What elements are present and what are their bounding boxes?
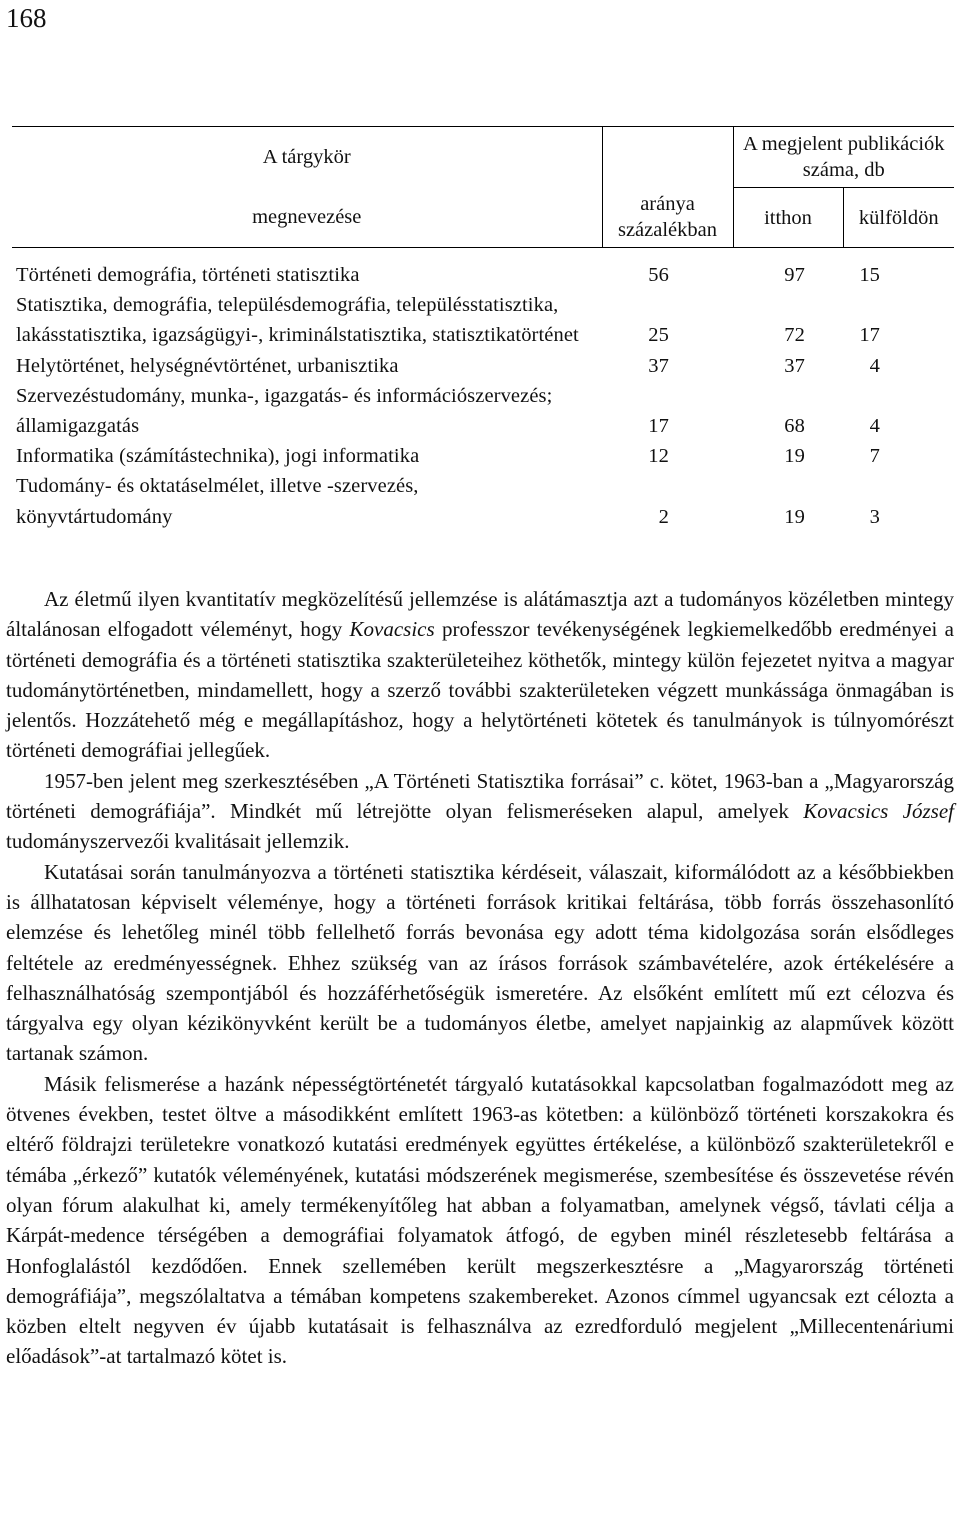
- abroad-value: 4: [869, 354, 881, 377]
- paragraph-text: 1957-ben jelent meg szerkesztésében „A Történeti Statisztika forrásai” c. kötet, 1963-ban a „Magyarország történeti demográfiája”. Mindkét mű létrejötte olyan felismeréseken alapul, amelyek: [6, 768, 954, 824]
- paragraph-text: tudományszervezői kvalitásait jellemzik.: [6, 829, 350, 854]
- domestic-value: 97: [784, 264, 805, 286]
- body-text: [6, 584, 954, 1372]
- topic-name: Statisztika, demográfia, településdemográfia, településstatisztika, lakásstatisztika, igazságügyi-, kriminálstatisztika, statisztikatörténet: [16, 294, 579, 347]
- topic-name: Történeti demográfia, történeti statisztika: [16, 264, 360, 286]
- share-value: 25: [648, 324, 669, 347]
- abroad-value: 3: [869, 505, 881, 528]
- publications-table: [12, 126, 954, 532]
- abroad-value: 4: [869, 415, 881, 438]
- share-value: 37: [648, 354, 669, 377]
- topic-name: Informatika (számítástechnika), jogi informatika: [16, 445, 420, 468]
- table-row: [12, 381, 954, 441]
- table-body: [12, 248, 954, 532]
- paragraph-text: Az életmű ilyen kvantitatív megközelítésű jellemzése is alátámasztja azt a tudományos közéletben mintegy általánosan elfogadott véleményt, hogy: [6, 587, 954, 642]
- paragraph: Kutatásai során tanulmányozva a történeti statisztika kérdéseit, válaszait, kiformálódott az a későbbiekben is állhatatosan képviselt véleménye, hogy a történeti források kritikai feltárása, több forrás összehasonlító elemzése és lehetőleg minél több fellelhető forrás bevonása egy adott téma kidolgozása során elsődleges feltétele az eredményességnek. Ehhez szükség van az írásos források számbavételére, azok értékelésére a felhasználhatóság szempontjából és hozzáférhetőségük ismeretére. Az elsőként említett mű ezt célozva és tárgyalva egy olyan kézikönyvként került be a tudományos életbe, amelyet napjainkig az alapművek között tartanak számon.: [6, 859, 954, 1066]
- table-row: [12, 290, 954, 350]
- table-row: [12, 471, 954, 531]
- header-share-spacer: [602, 127, 733, 188]
- domestic-value: 68: [784, 415, 805, 438]
- author-name: Kovacsics József: [803, 799, 954, 824]
- topic-name: Helytörténet, helységnévtörténet, urbanisztika: [16, 354, 399, 377]
- share-value: 2: [658, 505, 669, 528]
- paragraph: Másik felismerése a hazánk népességtörténetét tárgyaló kutatásokkal kapcsolatban fogalmazódott meg az ötvenes években, testet öltve a másodikként említett 1963-as kötetben: a különböző történeti korszakokra és eltérő földrajzi területekre vonatkozó kutatási eredmények együttes értékelése, a különböző szakterületekről e témába „érkező” kutatók véleményének, kutatási módszerének megismerése, szembesítése és összevetése révén olyan fórum alakulhat ki, amely termékenyítőleg hat abban a folyamatban, amelynek végső, távlati célja a Kárpát-medence térségében a demográfiai folyamatok átfogó, de egyben minél részletesebb feltárása a Honfoglalástól kezdődően. Ennek szellemében került megszerkesztésre a „Magyarország történeti demográfiája”, megszólaltatva a témában kompetens szakembereket. Azonos címmel ugyancsak ezt célozta a közben eltelt negyven év újabb kutatásait is felhasználva az ezredforduló megjelent „Millecentenáriumi előadások”-at tartalmazó kötet is.: [6, 1071, 954, 1369]
- table-row: [12, 248, 954, 291]
- table-row: [12, 441, 954, 471]
- table-header: [12, 127, 954, 248]
- paragraph-text: professzor tevékenységének legkiemelkedőbb eredményei a történeti demográfia és a történeti statisztika szakterületeihez köthetők, mintegy külön fejezetet nyitva a magyar tudománytörténetben, mindamellett, hogy a szerző további szakterületeken végzett munkássága önmagában is jelentős. Hozzátehető még e megállapításhoz, hogy a helytörténeti kötetek és tanulmányok is túlnyomórészt történeti demográfiai jellegűek.: [6, 617, 954, 763]
- paragraph: [6, 766, 954, 857]
- domestic-value: 37: [784, 354, 805, 377]
- header-publications: A megjelent publikációk száma, db: [733, 127, 954, 188]
- share-value: 12: [648, 445, 669, 468]
- domestic-value: 19: [784, 505, 805, 528]
- paragraph: [6, 584, 954, 766]
- author-name: Kovacsics: [349, 617, 435, 642]
- abroad-value: 15: [859, 264, 881, 286]
- topic-name: Tudomány- és oktatáselmélet, illetve -szervezés, könyvtártudomány: [16, 475, 419, 528]
- header-share: aránya százalékban: [602, 188, 733, 248]
- page-number: 168: [6, 3, 47, 33]
- domestic-value: 19: [784, 445, 805, 468]
- table-row: [12, 351, 954, 381]
- header-topic-line2: megnevezése: [12, 188, 602, 248]
- topic-name: Szervezéstudomány, munka-, igazgatás- és információszervezés; államigazgatás: [16, 384, 553, 438]
- header-abroad: külföldön: [843, 188, 954, 248]
- header-domestic: itthon: [733, 188, 843, 248]
- share-value: 17: [648, 415, 669, 438]
- abroad-value: 7: [869, 445, 881, 468]
- header-topic-line1: A tárgykör: [12, 127, 602, 188]
- share-value: 56: [648, 264, 669, 286]
- domestic-value: 72: [784, 324, 805, 347]
- abroad-value: 17: [859, 324, 881, 347]
